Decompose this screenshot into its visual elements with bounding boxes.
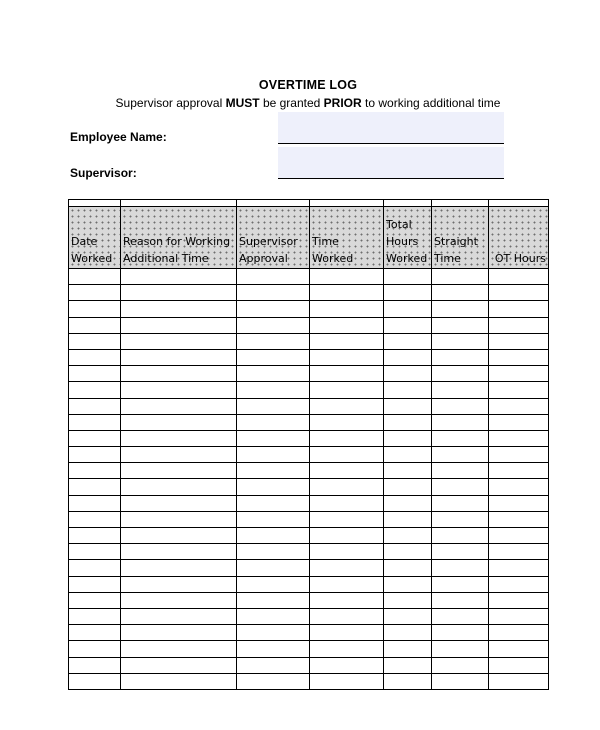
table-cell[interactable]	[310, 333, 384, 349]
table-cell[interactable]	[69, 382, 121, 398]
table-cell[interactable]	[310, 398, 384, 414]
table-cell[interactable]	[69, 414, 121, 430]
table-cell[interactable]	[310, 641, 384, 657]
table-cell[interactable]	[237, 608, 310, 624]
table-cell[interactable]	[432, 349, 489, 365]
table-cell[interactable]	[384, 511, 432, 527]
table-cell[interactable]	[489, 479, 549, 495]
header-reason: Reason for Working Additional Time	[121, 207, 237, 269]
table-cell[interactable]	[310, 673, 384, 689]
table-cell[interactable]	[384, 447, 432, 463]
table-row	[69, 528, 549, 544]
table-cell[interactable]	[432, 673, 489, 689]
table-cell[interactable]	[489, 333, 549, 349]
supervisor-field[interactable]	[278, 147, 504, 179]
table-cell[interactable]	[489, 673, 549, 689]
table-cell[interactable]	[310, 479, 384, 495]
table-cell[interactable]	[237, 479, 310, 495]
table-cell[interactable]	[432, 511, 489, 527]
table-cell[interactable]	[121, 382, 237, 398]
table-cell[interactable]	[237, 528, 310, 544]
table-cell[interactable]	[489, 366, 549, 382]
table-cell[interactable]	[384, 657, 432, 673]
table-cell[interactable]	[237, 269, 310, 285]
table-cell[interactable]	[237, 641, 310, 657]
table-cell[interactable]	[310, 560, 384, 576]
table-cell[interactable]	[384, 479, 432, 495]
table-cell[interactable]	[121, 673, 237, 689]
table-cell[interactable]	[489, 463, 549, 479]
table-cell[interactable]	[310, 317, 384, 333]
form-subtitle	[0, 96, 600, 110]
table-row	[69, 269, 549, 285]
table-row	[69, 625, 549, 641]
table-row	[69, 479, 549, 495]
table-cell[interactable]	[489, 576, 549, 592]
table-cell[interactable]	[69, 463, 121, 479]
table-cell[interactable]	[489, 317, 549, 333]
table-cell[interactable]	[384, 366, 432, 382]
subtitle-emphasis-must: MUST	[225, 96, 260, 110]
table-cell[interactable]	[69, 528, 121, 544]
table-row	[69, 317, 549, 333]
table-row	[69, 657, 549, 673]
table-cell[interactable]	[489, 625, 549, 641]
table-cell[interactable]	[237, 657, 310, 673]
employee-name-label: Employee Name:	[70, 130, 167, 144]
table-cell[interactable]	[432, 366, 489, 382]
table-cell[interactable]	[69, 576, 121, 592]
table-cell[interactable]	[310, 495, 384, 511]
table-cell[interactable]	[121, 301, 237, 317]
table-cell[interactable]	[432, 495, 489, 511]
table-row	[69, 495, 549, 511]
table-cell[interactable]	[489, 414, 549, 430]
table-cell[interactable]	[489, 560, 549, 576]
table-cell[interactable]	[121, 560, 237, 576]
table-cell[interactable]	[310, 301, 384, 317]
table-cell[interactable]	[237, 625, 310, 641]
table-cell[interactable]	[121, 544, 237, 560]
table-cell[interactable]	[69, 511, 121, 527]
table-cell[interactable]	[489, 269, 549, 285]
table-cell[interactable]	[121, 479, 237, 495]
table-cell[interactable]	[432, 576, 489, 592]
table-cell[interactable]	[237, 447, 310, 463]
table-cell[interactable]	[432, 625, 489, 641]
overtime-table	[68, 199, 549, 690]
table-cell[interactable]	[384, 414, 432, 430]
table-cell[interactable]	[69, 349, 121, 365]
supervisor-label: Supervisor:	[70, 166, 137, 180]
table-cell[interactable]	[237, 544, 310, 560]
table-cell[interactable]	[489, 349, 549, 365]
table-row	[69, 447, 549, 463]
table-cell[interactable]	[237, 495, 310, 511]
table-row	[69, 366, 549, 382]
table-cell[interactable]	[384, 544, 432, 560]
table-cell[interactable]	[384, 576, 432, 592]
table-cell[interactable]	[121, 657, 237, 673]
table-cell[interactable]	[69, 333, 121, 349]
table-row	[69, 511, 549, 527]
table-cell[interactable]	[432, 528, 489, 544]
table-cell[interactable]	[432, 657, 489, 673]
table-cell[interactable]	[237, 301, 310, 317]
table-top-strip	[69, 200, 549, 207]
table-cell[interactable]	[121, 317, 237, 333]
table-cell[interactable]	[432, 382, 489, 398]
strip-cell	[69, 200, 121, 207]
table-row	[69, 576, 549, 592]
table-row	[69, 333, 549, 349]
table-row	[69, 414, 549, 430]
table-row	[69, 592, 549, 608]
header-total-hours-worked: Total Hours Worked	[384, 207, 432, 269]
table-cell[interactable]	[432, 269, 489, 285]
table-cell[interactable]	[489, 301, 549, 317]
table-cell[interactable]	[489, 511, 549, 527]
table-cell[interactable]	[237, 349, 310, 365]
table-cell[interactable]	[237, 398, 310, 414]
table-cell[interactable]	[489, 285, 549, 301]
table-cell[interactable]	[310, 511, 384, 527]
table-cell[interactable]	[384, 608, 432, 624]
header-straight-time: Straight Time	[432, 207, 489, 269]
table-cell[interactable]	[237, 463, 310, 479]
table-cell[interactable]	[237, 382, 310, 398]
table-cell[interactable]	[432, 430, 489, 446]
table-cell[interactable]	[310, 447, 384, 463]
table-row	[69, 673, 549, 689]
table-cell[interactable]	[489, 447, 549, 463]
table-cell[interactable]	[69, 366, 121, 382]
header-date-worked: Date Worked	[69, 207, 121, 269]
table-cell[interactable]	[384, 592, 432, 608]
table-cell[interactable]	[121, 430, 237, 446]
table-cell[interactable]	[69, 317, 121, 333]
table-cell[interactable]	[310, 285, 384, 301]
table-cell[interactable]	[432, 592, 489, 608]
table-cell[interactable]	[121, 414, 237, 430]
table-cell[interactable]	[310, 544, 384, 560]
table-cell[interactable]	[69, 657, 121, 673]
table-cell[interactable]	[121, 625, 237, 641]
table-cell[interactable]	[121, 269, 237, 285]
table-cell[interactable]	[121, 511, 237, 527]
table-cell[interactable]	[432, 608, 489, 624]
header-time-worked: Time Worked	[310, 207, 384, 269]
table-cell[interactable]	[69, 447, 121, 463]
table-cell[interactable]	[384, 269, 432, 285]
table-cell[interactable]	[237, 333, 310, 349]
table-row	[69, 560, 549, 576]
table-cell[interactable]	[237, 366, 310, 382]
table-cell[interactable]	[310, 592, 384, 608]
subtitle-emphasis-prior: PRIOR	[323, 96, 362, 110]
table-cell[interactable]	[69, 592, 121, 608]
table-cell[interactable]	[489, 544, 549, 560]
employee-name-field[interactable]	[278, 112, 504, 144]
table-cell[interactable]	[237, 576, 310, 592]
table-cell[interactable]	[432, 285, 489, 301]
table-row	[69, 430, 549, 446]
strip-cell	[237, 200, 310, 207]
table-cell[interactable]	[489, 382, 549, 398]
table-row	[69, 301, 549, 317]
table-cell[interactable]	[237, 673, 310, 689]
table-cell[interactable]	[69, 673, 121, 689]
table-cell[interactable]	[310, 608, 384, 624]
table-cell[interactable]	[237, 317, 310, 333]
table-cell[interactable]	[69, 608, 121, 624]
table-cell[interactable]	[69, 625, 121, 641]
table-cell[interactable]	[384, 301, 432, 317]
table-cell[interactable]	[384, 333, 432, 349]
table-cell[interactable]	[69, 479, 121, 495]
table-row	[69, 285, 549, 301]
table-cell[interactable]	[310, 430, 384, 446]
table-cell[interactable]	[489, 657, 549, 673]
table-cell[interactable]	[432, 317, 489, 333]
table-cell[interactable]	[384, 285, 432, 301]
table-row	[69, 382, 549, 398]
table-cell[interactable]	[121, 285, 237, 301]
table-cell[interactable]	[384, 382, 432, 398]
table-cell[interactable]	[310, 625, 384, 641]
table-cell[interactable]	[121, 641, 237, 657]
table-cell[interactable]	[489, 528, 549, 544]
table-cell[interactable]	[121, 463, 237, 479]
form-title: OVERTIME LOG	[258, 78, 358, 92]
table-cell[interactable]	[310, 657, 384, 673]
strip-cell	[432, 200, 489, 207]
table-cell[interactable]	[384, 560, 432, 576]
table-cell[interactable]	[69, 560, 121, 576]
table-cell[interactable]	[310, 349, 384, 365]
table-cell[interactable]	[489, 430, 549, 446]
table-cell[interactable]	[310, 576, 384, 592]
table-cell[interactable]	[489, 641, 549, 657]
table-cell[interactable]	[121, 576, 237, 592]
table-cell[interactable]	[489, 398, 549, 414]
table-cell[interactable]	[432, 398, 489, 414]
table-cell[interactable]	[432, 463, 489, 479]
table-cell[interactable]	[432, 414, 489, 430]
table-cell[interactable]	[121, 528, 237, 544]
strip-cell	[310, 200, 384, 207]
table-cell[interactable]	[489, 592, 549, 608]
table-row	[69, 641, 549, 657]
table-cell[interactable]	[69, 544, 121, 560]
table-cell[interactable]	[237, 285, 310, 301]
strip-cell	[384, 200, 432, 207]
table-cell[interactable]	[121, 398, 237, 414]
table-cell[interactable]	[69, 430, 121, 446]
table-cell[interactable]	[69, 495, 121, 511]
table-cell[interactable]	[310, 269, 384, 285]
table-cell[interactable]	[69, 285, 121, 301]
subtitle-text-3: to working additional time	[361, 96, 501, 110]
table-cell[interactable]	[384, 673, 432, 689]
table-cell[interactable]	[310, 382, 384, 398]
table-row	[69, 398, 549, 414]
table-cell[interactable]	[121, 349, 237, 365]
table-row	[69, 349, 549, 365]
table-cell[interactable]	[121, 366, 237, 382]
table-cell[interactable]	[121, 608, 237, 624]
table-cell[interactable]	[310, 366, 384, 382]
table-cell[interactable]	[384, 398, 432, 414]
table-cell[interactable]	[310, 528, 384, 544]
table-cell[interactable]	[237, 511, 310, 527]
table-cell[interactable]	[121, 333, 237, 349]
table-cell[interactable]	[69, 398, 121, 414]
table-cell[interactable]	[384, 528, 432, 544]
table-cell[interactable]	[432, 479, 489, 495]
strip-cell	[121, 200, 237, 207]
table-cell[interactable]	[237, 414, 310, 430]
table-cell[interactable]	[237, 560, 310, 576]
table-cell[interactable]	[384, 463, 432, 479]
table-cell[interactable]	[384, 495, 432, 511]
table-cell[interactable]	[121, 495, 237, 511]
table-cell[interactable]	[432, 544, 489, 560]
table-row	[69, 608, 549, 624]
table-header-row	[69, 207, 549, 269]
table-cell[interactable]	[121, 592, 237, 608]
table-cell[interactable]	[69, 301, 121, 317]
table-cell[interactable]	[237, 592, 310, 608]
table-cell[interactable]	[384, 349, 432, 365]
table-cell[interactable]	[310, 414, 384, 430]
strip-cell	[489, 200, 549, 207]
table-row	[69, 463, 549, 479]
table-cell[interactable]	[489, 608, 549, 624]
table-cell[interactable]	[489, 495, 549, 511]
table-cell[interactable]	[432, 333, 489, 349]
header-supervisor-approval: Supervisor Approval	[237, 207, 310, 269]
table-cell[interactable]	[432, 301, 489, 317]
table-cell[interactable]	[384, 430, 432, 446]
table-cell[interactable]	[432, 447, 489, 463]
subtitle-text-1: Supervisor approval	[115, 96, 226, 110]
table-cell[interactable]	[69, 641, 121, 657]
table-cell[interactable]	[384, 625, 432, 641]
subtitle-text-2: be granted	[259, 96, 324, 110]
table-cell[interactable]	[69, 269, 121, 285]
table-cell[interactable]	[384, 641, 432, 657]
table-cell[interactable]	[237, 430, 310, 446]
table-cell[interactable]	[310, 463, 384, 479]
table-cell[interactable]	[121, 447, 237, 463]
table-cell[interactable]	[432, 641, 489, 657]
header-ot-hours: OT Hours	[489, 207, 549, 269]
table-row	[69, 544, 549, 560]
table-cell[interactable]	[384, 317, 432, 333]
table-cell[interactable]	[432, 560, 489, 576]
